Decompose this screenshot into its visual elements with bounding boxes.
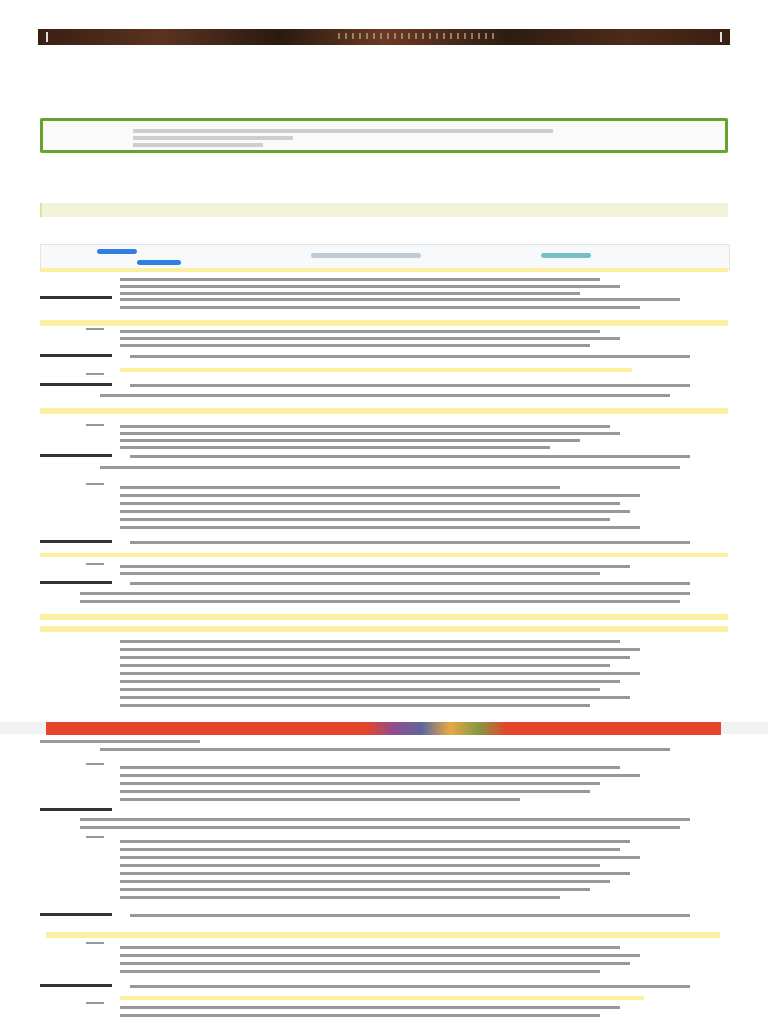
highlight-bar xyxy=(40,553,728,557)
text-line xyxy=(120,292,580,295)
info-note xyxy=(40,203,728,217)
section-rule xyxy=(40,296,112,299)
right-marker xyxy=(720,32,722,42)
text-line xyxy=(120,840,630,843)
text-line xyxy=(130,355,690,358)
text-line xyxy=(120,704,590,707)
text-line xyxy=(100,394,670,397)
text-line xyxy=(120,526,640,529)
highlight-bar xyxy=(120,996,644,1000)
text-line xyxy=(120,572,600,575)
text-line xyxy=(130,455,690,458)
list-marker xyxy=(86,483,104,485)
list-marker xyxy=(86,424,104,426)
text-line xyxy=(80,818,690,821)
text-line xyxy=(120,298,680,301)
section-rule xyxy=(40,913,112,916)
text-line xyxy=(120,337,620,340)
tab-row xyxy=(40,244,730,270)
text-line xyxy=(120,446,550,449)
text-line xyxy=(120,486,560,489)
left-marker xyxy=(46,32,48,42)
hero-image xyxy=(38,29,730,45)
text-line xyxy=(120,432,620,435)
section-rule xyxy=(40,540,112,543)
tab-pill[interactable] xyxy=(311,253,421,258)
text-line xyxy=(120,680,620,683)
list-marker xyxy=(86,942,104,944)
text-line xyxy=(130,384,690,387)
table-of-contents xyxy=(40,118,728,153)
text-line xyxy=(120,696,630,699)
text-line xyxy=(120,864,600,867)
toc-item[interactable] xyxy=(133,136,293,140)
text-line xyxy=(120,962,630,965)
text-line xyxy=(120,946,620,949)
text-line xyxy=(130,541,690,544)
text-line xyxy=(120,774,640,777)
text-line xyxy=(120,672,640,675)
text-line xyxy=(120,1006,620,1009)
highlight-bar xyxy=(40,408,728,414)
top-navigation xyxy=(40,0,730,10)
text-line xyxy=(120,880,610,883)
body-paragraph xyxy=(40,172,700,200)
promo-banner[interactable] xyxy=(46,722,721,735)
text-line xyxy=(120,510,630,513)
text-line xyxy=(120,656,630,659)
text-line xyxy=(120,798,520,801)
list-marker xyxy=(86,763,104,765)
text-line xyxy=(130,582,690,585)
text-line xyxy=(120,856,640,859)
text-line xyxy=(120,285,620,288)
tab-pill[interactable] xyxy=(541,253,591,258)
list-marker xyxy=(86,328,104,330)
banner-illustration xyxy=(366,722,506,735)
text-line xyxy=(120,954,640,957)
highlight-bar xyxy=(120,368,632,372)
highlight-bar xyxy=(40,268,728,272)
text-line xyxy=(120,1014,600,1017)
text-line xyxy=(120,502,620,505)
text-line xyxy=(100,748,670,751)
highlight-bar xyxy=(40,614,728,620)
text-line xyxy=(120,872,630,875)
intro-paragraph xyxy=(40,47,700,79)
text-line xyxy=(120,888,590,891)
text-line xyxy=(120,439,580,442)
list-marker xyxy=(86,1002,104,1004)
text-line xyxy=(120,688,600,691)
section-rule xyxy=(40,454,112,457)
tab-pill[interactable] xyxy=(137,260,181,265)
text-line xyxy=(120,344,590,347)
hero-pattern xyxy=(338,33,498,39)
body-paragraph-2 xyxy=(40,222,700,242)
tab-pill-active[interactable] xyxy=(97,249,137,254)
highlight-bar xyxy=(40,320,728,326)
text-line xyxy=(120,664,610,667)
text-line xyxy=(120,330,600,333)
highlight-bar xyxy=(46,932,720,938)
text-line xyxy=(120,766,620,769)
text-line xyxy=(120,782,600,785)
list-marker xyxy=(86,563,104,565)
section-rule xyxy=(40,808,112,811)
text-line xyxy=(120,278,600,281)
text-line xyxy=(120,425,610,428)
section-rule xyxy=(40,581,112,584)
text-line xyxy=(120,790,590,793)
section-rule xyxy=(40,354,112,357)
toc-item[interactable] xyxy=(133,143,263,147)
section-rule xyxy=(40,383,112,386)
text-line xyxy=(120,896,560,899)
text-line xyxy=(120,648,640,651)
text-line xyxy=(40,740,200,743)
text-line xyxy=(120,518,610,521)
text-line xyxy=(80,826,680,829)
text-line xyxy=(100,466,680,469)
text-line xyxy=(120,970,600,973)
list-marker xyxy=(86,836,104,838)
text-line xyxy=(80,600,680,603)
toc-item[interactable] xyxy=(133,129,553,133)
text-line xyxy=(130,914,690,917)
list-marker xyxy=(86,373,104,375)
text-line xyxy=(120,565,630,568)
text-line xyxy=(130,985,690,988)
text-line xyxy=(120,640,620,643)
highlight-bar xyxy=(40,626,728,632)
text-line xyxy=(120,494,640,497)
section-rule xyxy=(40,984,112,987)
text-line xyxy=(120,306,640,309)
intro-paragraph-2 xyxy=(40,106,700,115)
text-line xyxy=(120,848,620,851)
text-line xyxy=(80,592,690,595)
